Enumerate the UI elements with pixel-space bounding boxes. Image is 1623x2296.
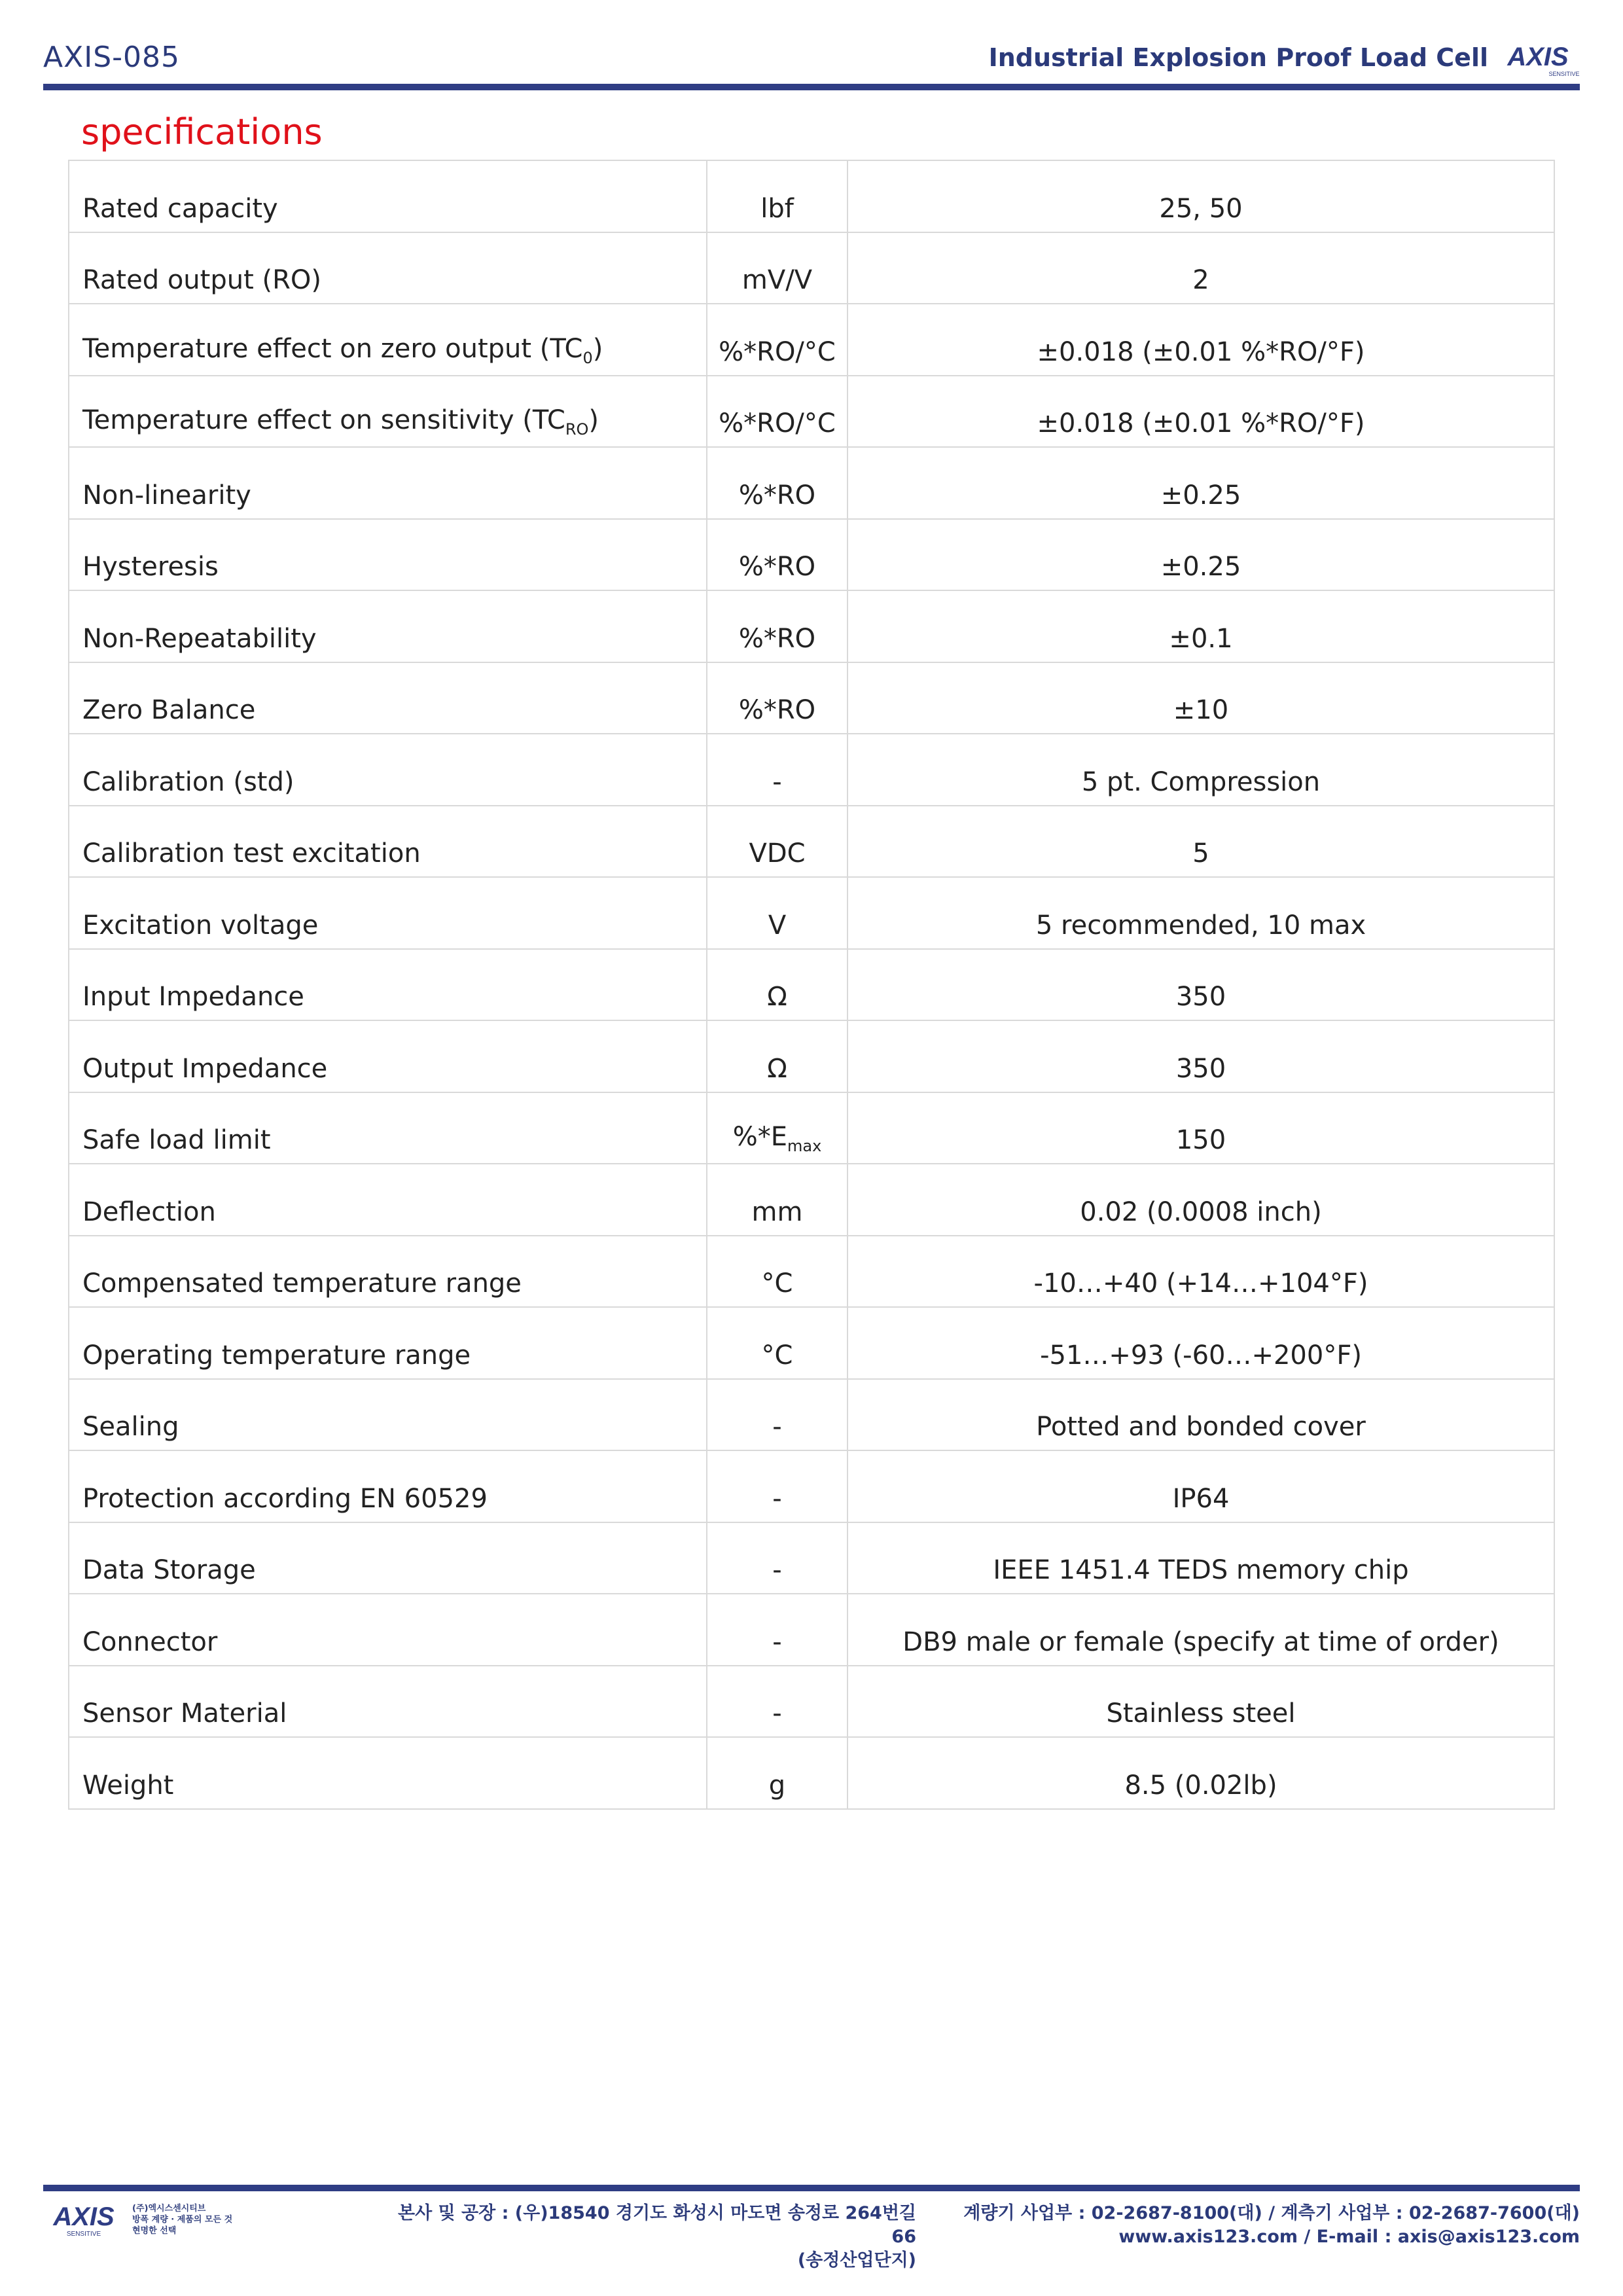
spec-value: Stainless steel [847, 1666, 1554, 1738]
spec-unit: Ω [707, 1020, 847, 1092]
spec-row [69, 1666, 1554, 1738]
spec-row [69, 949, 1554, 1021]
spec-unit: VDC [707, 806, 847, 878]
specifications-table-body [69, 160, 1554, 1809]
spec-parameter: Safe load limit [69, 1092, 707, 1164]
spec-unit: V [707, 877, 847, 949]
spec-row [69, 877, 1554, 949]
spec-value: 8.5 (0.02lb) [847, 1737, 1554, 1809]
spec-value: 2 [847, 232, 1554, 304]
spec-parameter: Output Impedance [69, 1020, 707, 1092]
spec-value: 25, 50 [847, 160, 1554, 232]
spec-parameter: Non-linearity [69, 447, 707, 519]
spec-value: ±0.1 [847, 590, 1554, 662]
header-divider [43, 84, 1580, 90]
spec-unit: %*RO/°C [707, 304, 847, 376]
spec-unit: mV/V [707, 232, 847, 304]
spec-parameter: Temperature effect on sensitivity $(TC_{RO})$ [69, 376, 707, 448]
spec-unit: g [707, 1737, 847, 1809]
spec-value: 5 [847, 806, 1554, 878]
spec-parameter: Hysteresis [69, 519, 707, 591]
spec-value: DB9 male or female (specify at time of order) [847, 1594, 1554, 1666]
spec-value: 5 recommended, 10 max [847, 877, 1554, 949]
spec-parameter: Rated output (RO) [69, 232, 707, 304]
spec-value: -51…+93 (-60…+200°F) [847, 1307, 1554, 1379]
spec-row [69, 1522, 1554, 1594]
spec-unit: - [707, 734, 847, 806]
spec-value: ±10 [847, 662, 1554, 734]
spec-row [69, 806, 1554, 878]
spec-row [69, 1379, 1554, 1451]
spec-unit: %*RO [707, 662, 847, 734]
spec-unit: °C [707, 1236, 847, 1308]
axis-logo-icon [43, 2200, 128, 2240]
spec-parameter: Operating temperature range [69, 1307, 707, 1379]
spec-row [69, 590, 1554, 662]
spec-unit: lbf [707, 160, 847, 232]
company-slogan: 현명한 선택 [132, 2226, 177, 2236]
spec-value: 350 [847, 949, 1554, 1021]
spec-unit: %*RO [707, 447, 847, 519]
spec-unit: - [707, 1450, 847, 1522]
footer-logo-subtext: SENSITIVE [66, 2231, 101, 2238]
spec-parameter: Data Storage [69, 1522, 707, 1594]
spec-row [69, 232, 1554, 304]
spec-parameter: Sealing [69, 1379, 707, 1451]
spec-unit: - [707, 1379, 847, 1451]
spec-parameter: Temperature effect on zero output $(TC_0)$ [69, 304, 707, 376]
spec-parameter: Non-Repeatability [69, 590, 707, 662]
footer-address [393, 2202, 916, 2272]
spec-parameter: Weight [69, 1737, 707, 1809]
spec-unit: mm [707, 1164, 847, 1236]
spec-row [69, 376, 1554, 448]
section-title: specifications [81, 111, 323, 152]
spec-parameter: Zero Balance [69, 662, 707, 734]
spec-row [69, 1737, 1554, 1809]
spec-row [69, 734, 1554, 806]
footer-contact [963, 2202, 1580, 2249]
spec-value: ±0.018 (±0.01 %*RO/°F) [847, 376, 1554, 448]
footer-divider [43, 2185, 1580, 2191]
spec-value: 350 [847, 1020, 1554, 1092]
spec-value: 0.02 (0.0008 inch) [847, 1164, 1554, 1236]
spec-value: IEEE 1451.4 TEDS memory chip [847, 1522, 1554, 1594]
spec-value: IP64 [847, 1450, 1554, 1522]
footer-company-info [132, 2203, 232, 2236]
spec-value: ±0.018 (±0.01 %*RO/°F) [847, 304, 1554, 376]
spec-unit: %*RO [707, 590, 847, 662]
spec-unit: - [707, 1666, 847, 1738]
spec-row [69, 1307, 1554, 1379]
spec-unit: °C [707, 1307, 847, 1379]
spec-row [69, 519, 1554, 591]
spec-unit: %*RO [707, 519, 847, 591]
specifications-table [68, 160, 1555, 1810]
website-email: www.axis123.com / E-mail : axis@axis123.com [1118, 2227, 1580, 2247]
spec-parameter: Sensor Material [69, 1666, 707, 1738]
spec-parameter: Deflection [69, 1164, 707, 1236]
spec-parameter: Calibration test excitation [69, 806, 707, 878]
spec-row [69, 1236, 1554, 1308]
axis-logo-icon [1496, 41, 1580, 80]
company-tagline: 방폭 계량 · 제품의 모든 것 [132, 2215, 233, 2225]
footer-logo-text: AXIS [53, 2202, 115, 2231]
spec-unit: $\%*E_{max}$ [707, 1092, 847, 1164]
phone-numbers: 계량기 사업부 : 02-2687-8100(대) / 계측기 사업부 : 02-2687-7600(대) [963, 2203, 1580, 2223]
address-complex: (송정산업단지) [797, 2250, 916, 2270]
company-name: (주)엑시스센시티브 [132, 2204, 206, 2214]
spec-row [69, 1020, 1554, 1092]
spec-value: -10…+40 (+14…+104°F) [847, 1236, 1554, 1308]
spec-row [69, 1164, 1554, 1236]
spec-parameter: Rated capacity [69, 160, 707, 232]
spec-row [69, 662, 1554, 734]
spec-value: 150 [847, 1092, 1554, 1164]
spec-parameter: Compensated temperature range [69, 1236, 707, 1308]
spec-row [69, 1092, 1554, 1164]
spec-parameter: Protection according EN 60529 [69, 1450, 707, 1522]
spec-value: 5 pt. Compression [847, 734, 1554, 806]
spec-value: ±0.25 [847, 519, 1554, 591]
spec-parameter: Connector [69, 1594, 707, 1666]
spec-parameter: Calibration (std) [69, 734, 707, 806]
spec-row [69, 447, 1554, 519]
spec-row [69, 304, 1554, 376]
logo-text: AXIS [1507, 43, 1569, 71]
spec-parameter: Excitation voltage [69, 877, 707, 949]
spec-row [69, 160, 1554, 232]
document-id: AXIS-085 [43, 41, 181, 74]
address-line: 본사 및 공장 : (우)18540 경기도 화성시 마도면 송정로 264번길 66 [397, 2203, 916, 2247]
spec-unit: %*RO/°C [707, 376, 847, 448]
spec-unit: - [707, 1594, 847, 1666]
spec-parameter: Input Impedance [69, 949, 707, 1021]
logo-subtext: SENSITIVE [1548, 71, 1580, 77]
spec-unit: Ω [707, 949, 847, 1021]
spec-value: ±0.25 [847, 447, 1554, 519]
document-title: Industrial Explosion Proof Load Cell [988, 43, 1488, 72]
spec-value: Potted and bonded cover [847, 1379, 1554, 1451]
spec-row [69, 1450, 1554, 1522]
spec-unit: - [707, 1522, 847, 1594]
spec-row [69, 1594, 1554, 1666]
